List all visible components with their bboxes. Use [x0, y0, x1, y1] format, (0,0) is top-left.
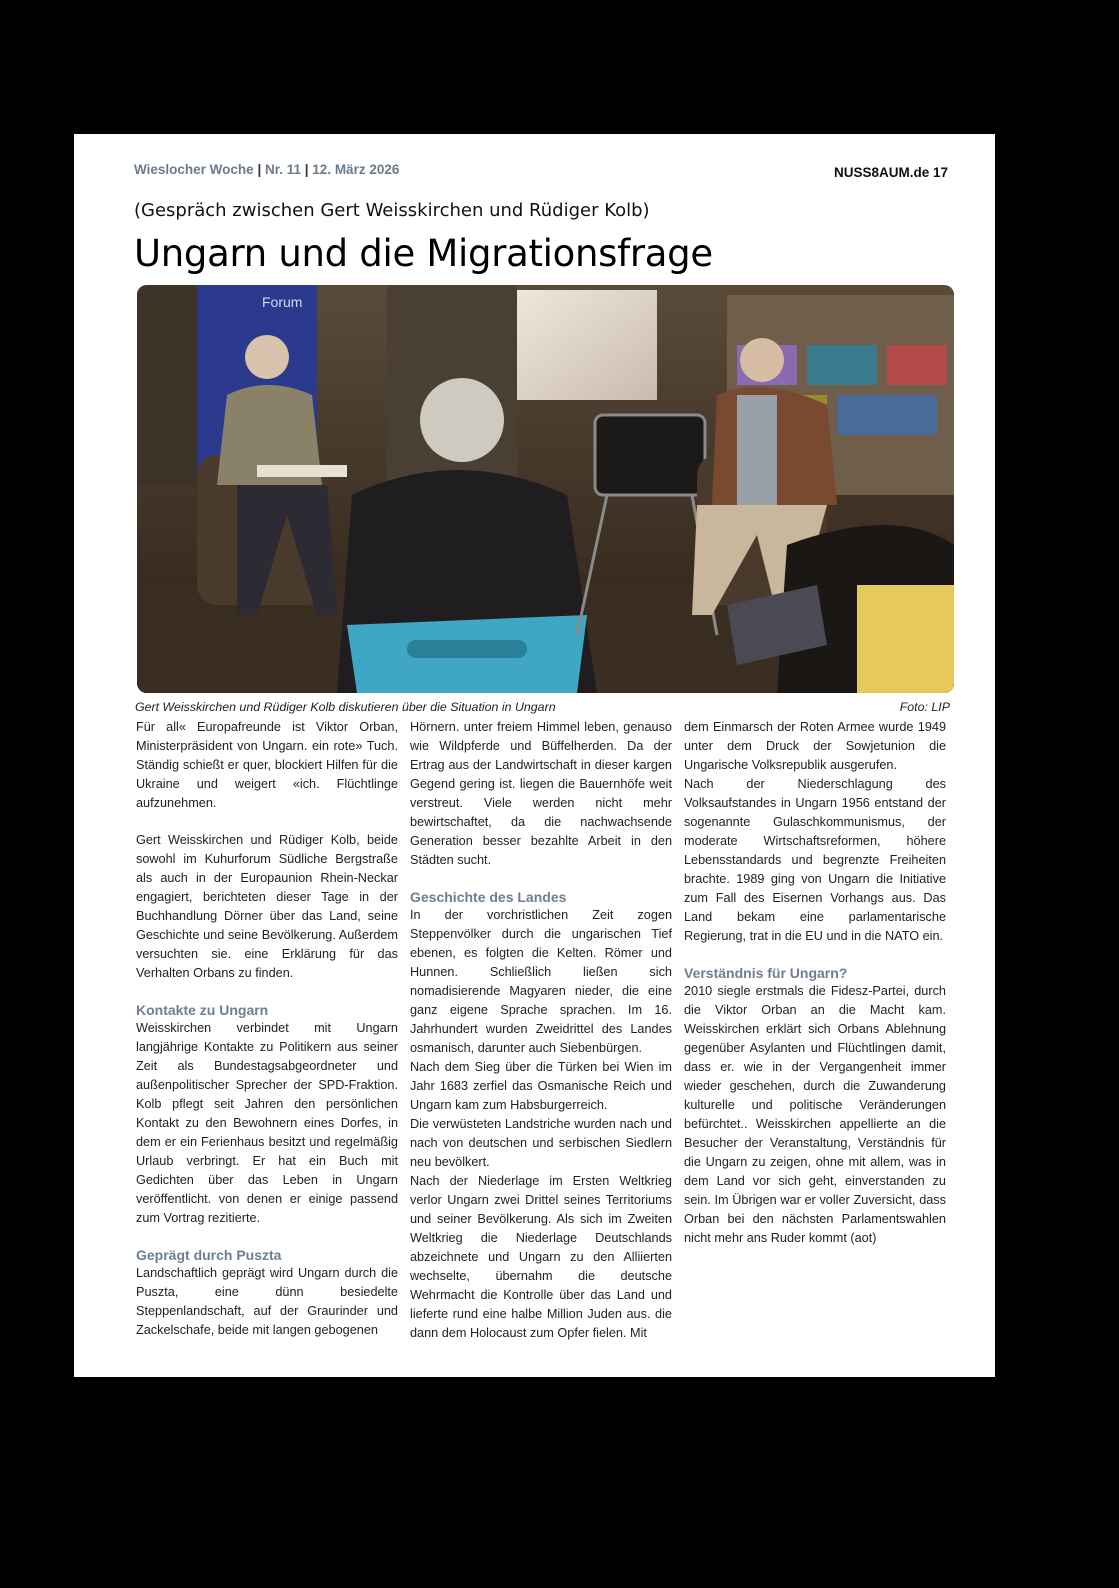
- page-label: NUSS8AUM.de 17: [833, 165, 948, 180]
- paragraph: Hörnern. unter freiem Himmel leben, genauso wie Wildpferde und Büffelherden. Da der Ertrag aus der Landwirtschaft in dieser kargen Gegend gering ist. liegen die Bauernhöfe weit verstreut. Viele werden nicht mehr bewirtschaftet, da die nachwachsende Generation besser bezahlte Arbeit in den Städten sucht.: [410, 720, 672, 867]
- subheading: Kontakte zu Ungarn: [136, 1002, 269, 1018]
- article-kicker: (Gespräch zwischen Gert Weisskirchen und Rüdiger Kolb): [134, 200, 650, 221]
- paragraph: Nach der Niederschlagung des Volksaufstandes in Ungarn 1956 entstand der sogenannte Gulaschkommunismus, der moderate Wirtschaftsreformen, höhere Lebensstandards und begrenzte Freiheiten brachte. 1989 ging von Ungarn die Initiative zum Fall des Eisernen Vorhangs aus. Das Land bekam eine parlamentarische Regierung, trat in die EU und in die NATO ein.: [684, 777, 946, 943]
- subheading: Geprägt durch Puszta: [136, 1247, 282, 1263]
- paragraph: dem Einmarsch der Roten Armee wurde 1949 unter dem Druck der Sowjetunion die Ungarische Volksrepublik ausgerufen.: [684, 720, 946, 772]
- paragraph: Nach dem Sieg über die Türken bei Wien im Jahr 1683 zerfiel das Osmanische Reich und Ungarn kam zum Habsburgerreich.: [410, 1060, 672, 1112]
- paragraph: Nach der Niederlage im Ersten Weltkrieg verlor Ungarn zwei Drittel seines Territoriums und seiner Bevölkerung. Als sich im Zweiten Weltkrieg die Niederlage Deutschlands abzeichnete und Ungarn zu den Alliierten wechselte, übernahm die deutsche Wehrmacht die Kontrolle über das Land und lieferte rund eine halbe Million Juden aus. die dann dem Holocaust zum Opfer fielen. Mit: [410, 1174, 672, 1340]
- column-3: [684, 718, 946, 1248]
- subheading: Verständnis für Ungarn?: [684, 965, 848, 981]
- left-speaker: [245, 335, 289, 379]
- photo-illustration: [137, 285, 954, 693]
- photo-credit: Foto: LIP: [899, 700, 950, 714]
- right-speaker: [740, 338, 784, 382]
- paragraph: In der vorchristlichen Zeit zogen Steppenvölker durch die ungarischen Tief ebenen, es folgten die Kelten. Römer und Hunnen. Schließlich ließen sich nomadisierende Magyaren nieder, die eine ganz eigene Sprache sprachen. Im 16. Jahrhundert wurden Zweidrittel des Landes osmanisch, darunter auch Siebenbürgen.: [410, 908, 672, 1055]
- issue-date: 12. März 2026: [312, 162, 400, 177]
- newspaper-page: [74, 134, 995, 1377]
- issue-number: Nr. 11: [264, 162, 301, 177]
- projection-screen: [517, 290, 657, 400]
- banner-text: Forum: [262, 294, 303, 310]
- publication-name: Wieslocher Woche: [134, 162, 254, 177]
- paragraph: Für all« Europafreunde ist Viktor Orban, Ministerpräsident von Ungarn. ein rote» Tuch. Ständig schießt er quer, blockiert Hilfen für die Ukraine und weigert «ich. Flüchtlinge aufzunehmen.: [136, 720, 398, 810]
- paragraph: Landschaftlich geprägt wird Ungarn durch die Puszta, eine dünn besiedelte Steppenlandschaft, auf der Graurinder und Zackelschafe, beide mit langen gebogenen: [136, 1266, 398, 1337]
- photo-caption: Gert Weisskirchen und Rüdiger Kolb diskutieren über die Situation in Ungarn: [135, 700, 556, 714]
- paragraph: Gert Weisskirchen und Rüdiger Kolb, beide sowohl im Kuhurforum Südliche Bergstraße als auch in der Europaunion Rhein-Neckar engagiert, berichteten dieser Tage in der Buchhandlung Dörner über das Land, seine Geschichte und seine Bevölkerung. Außerdem versuchten sie. eine Erklärung für das Verhalten Orbans zu finden.: [136, 833, 398, 980]
- paragraph: 2010 siegle erstmals die Fidesz-Partei, durch die Viktor Orban an die Macht kam. Weisskirchen erklärt sich Orbans Ablehnung gegenüber Asylanten und Flüchtlingen damit, dass er. wie in der Vergangenheit immer wieder geschehen, durch die Zuwanderung kulturelle und politische Veränderungen befürchtet.. Weisskirchen appellierte an die Besucher der Veranstaltung, Verständnis für die Ungarn zu zeigen, ohne mit allem, was in dem Land vor sich geht, einverstanden zu sein. Im Übrigen war er voller Zuversicht, dass Orban bei den nächsten Parlamentswahlen nicht mehr ans Ruder kommt (aot): [684, 984, 946, 1245]
- paragraph: Die verwüsteten Landstriche wurden nach und nach von deutschen und serbischen Siedlern neu bevölkert.: [410, 1117, 672, 1169]
- article-photo: [137, 285, 954, 693]
- column-1: [136, 718, 398, 1340]
- column-2: [410, 718, 672, 1343]
- masthead: Wieslocher Woche | Nr. 11 | 12. März 2026: [134, 162, 400, 177]
- paragraph: Weisskirchen verbindet mit Ungarn langjährige Kontakte zu Politikern aus seiner Zeit als Bundestagsabgeordneter und außenpolitischer Sprecher der SPD-Fraktion. Kolb pflegt seit Jahren den persönlichen Kontakt zu den Bewohnern eines Dorfes, in dem er ein Ferienhaus besitzt und regelmäßig Urlaub verbringt. Er hat ein Buch mit Gedichten über das Leben in Ungarn veröffentlicht. von denen er einige passend zum Vortrag rezitierte.: [136, 1021, 398, 1225]
- subheading: Geschichte des Landes: [410, 889, 567, 905]
- listener-head: [420, 378, 504, 462]
- article-title: Ungarn und die Migrationsfrage: [134, 232, 713, 275]
